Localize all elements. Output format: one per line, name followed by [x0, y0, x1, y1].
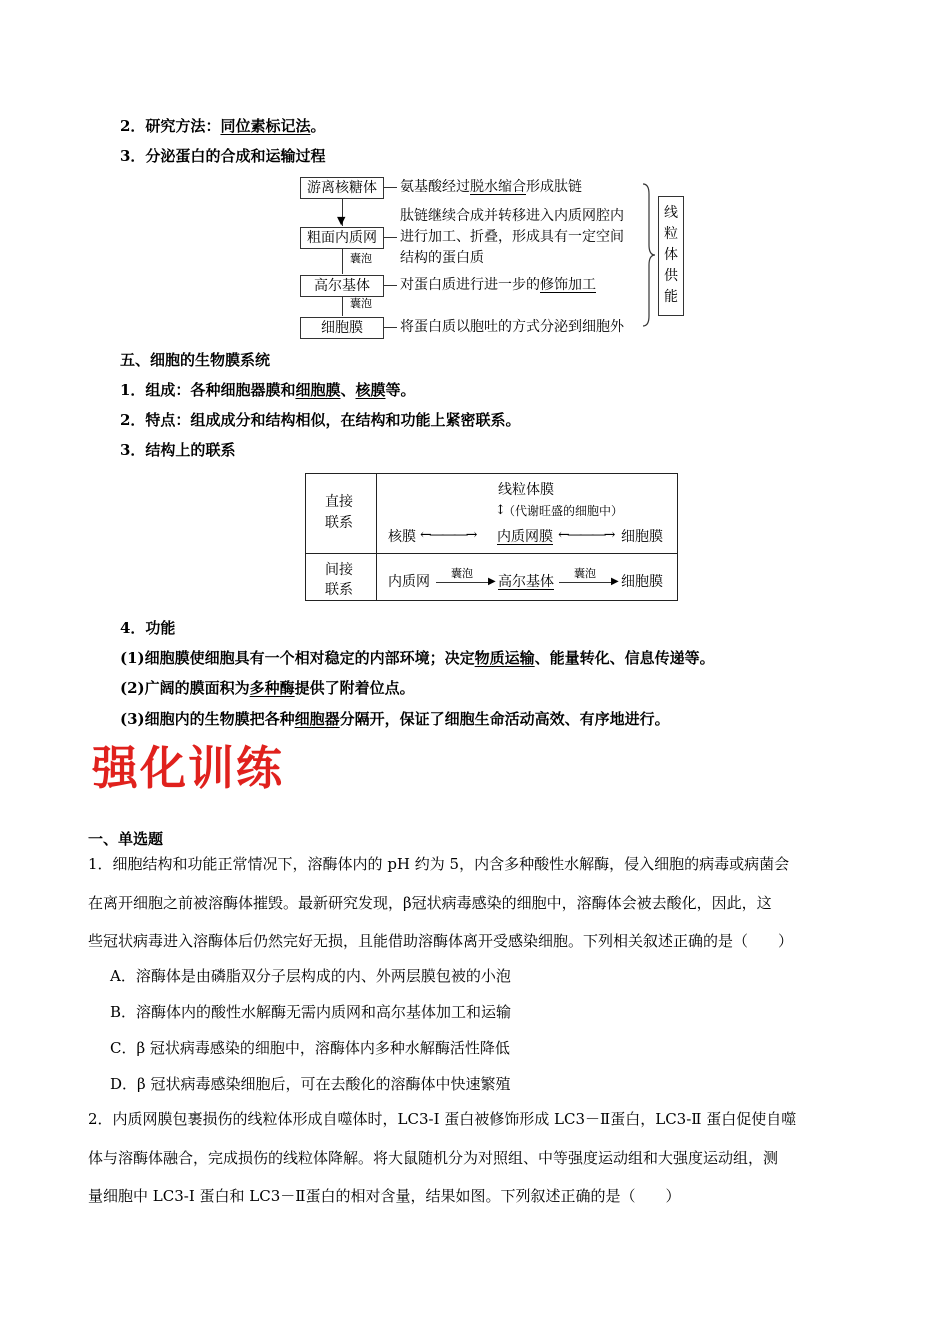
desc-golgi [400, 275, 596, 295]
box-cell-membrane: 细胞膜 [300, 317, 384, 339]
vesicle-arrow-1 [436, 582, 492, 583]
double-arrow-2: ←―――→ [558, 527, 614, 543]
section5-features: 2．特点：组成成分和结构相似，在结构和功能上紧密联系。 [120, 411, 521, 429]
section5-heading: 五、细胞的生物膜系统 [120, 351, 271, 369]
arrowhead-1: ▶ [488, 576, 496, 587]
method-value: 同位素标记法 [220, 117, 311, 135]
section5-structure: 3．结构上的联系 [120, 441, 236, 459]
composition-u1: 细胞膜 [295, 381, 341, 399]
vesicle-label-2: 囊泡 [350, 297, 372, 310]
p3-a: (3)细胞内的生物膜把各种 [120, 710, 295, 728]
single-choice-heading: 一、单选题 [88, 830, 164, 848]
box-rough-er: 粗面内质网 [300, 227, 384, 249]
method-line [120, 115, 325, 137]
double-arrow-vertical: ↕ [495, 503, 506, 518]
connector-2 [342, 249, 343, 274]
desc1-a: 氨基酸经过 [400, 179, 470, 195]
vesicle-arrow-2 [559, 582, 615, 583]
p2-underlined: 多种酶 [249, 679, 295, 697]
tick-4 [383, 327, 397, 328]
er-indirect: 内质网 [388, 574, 430, 590]
q1-option-b[interactable]: B．溶酶体内的酸性水解酶无需内质网和高尔基体加工和运输 [110, 1003, 512, 1021]
brace-icon [641, 182, 657, 328]
q2-line2: 体与溶酶体融合，完成损伤的线粒体降解。将大鼠随机分为对照组、中等强度运动组和大强度运动组，测 [88, 1149, 779, 1167]
desc3-a: 对蛋白质进行进一步的 [400, 277, 540, 293]
composition-b: 、 [340, 381, 356, 399]
connector-3 [342, 297, 343, 316]
direct-label-1: 直接 [325, 494, 353, 510]
p2-a: (2)广阔的膜面积为 [120, 679, 250, 697]
double-arrow-1: ←―――→ [420, 527, 476, 543]
nuclear-membrane: 核膜 [388, 529, 416, 545]
mito-membrane: 线粒体膜 [498, 482, 554, 498]
q1-option-d[interactable]: D．β 冠状病毒感染细胞后，可在去酸化的溶酶体中快速繁殖 [110, 1075, 511, 1093]
composition-a: 1．组成：各种细胞器膜和 [120, 381, 296, 399]
p1-underlined: 物质运输 [474, 649, 535, 667]
method-prefix: 2．研究方法： [120, 117, 221, 135]
desc1-b: 形成肽链 [526, 179, 582, 195]
mito-energy-text: 线粒体供能 [664, 205, 678, 305]
section5-composition [120, 379, 416, 401]
p1-a: (1)细胞膜使细胞具有一个相对稳定的内部环境；决定 [120, 649, 475, 667]
vesicle-label-1: 囊泡 [350, 252, 372, 265]
indirect-label-1: 间接 [325, 562, 353, 578]
vesicle-arrow-1-label: 囊泡 [451, 567, 473, 580]
desc1-underlined: 脱水缩合 [470, 179, 526, 195]
p3-underlined: 细胞器 [294, 710, 340, 728]
q1-option-c[interactable]: C．β 冠状病毒感染的细胞中，溶酶体内多种水解酶活性降低 [110, 1039, 510, 1057]
mito-energy-box [658, 196, 684, 316]
p2-b: 提供了附着位点。 [294, 679, 415, 697]
indirect-label-2: 联系 [325, 582, 353, 598]
p3-b: 分隔开，保证了细胞生命活动高效、有序地进行。 [339, 710, 670, 728]
arrow-1: ▼ [337, 214, 346, 227]
table-col-divider [376, 474, 377, 600]
table-row-divider [306, 553, 677, 554]
membrane-relation-table [305, 473, 678, 601]
direct-label-2: 联系 [325, 515, 353, 531]
desc3-underlined: 修饰加工 [540, 277, 596, 293]
desc-ribosome [400, 177, 582, 197]
arrowhead-2: ▶ [611, 576, 619, 587]
q1-option-a[interactable]: A．溶酶体是由磷脂双分子层构成的内、外两层膜包被的小泡 [110, 967, 511, 985]
note-active-cells: （代谢旺盛的细胞中） [503, 504, 624, 518]
golgi-indirect: 高尔基体 [498, 574, 554, 590]
composition-u2: 核膜 [355, 381, 386, 399]
q1-line2: 在离开细胞之前被溶酶体摧毁。最新研究发现，β冠状病毒感染的细胞中，溶酶体会被去酸化，因此，这 [88, 894, 772, 912]
training-banner: 强化训练 [92, 741, 284, 795]
p1-b: 、能量转化、信息传递等。 [534, 649, 715, 667]
function-p1 [120, 647, 715, 669]
cell-membrane-indirect: 细胞膜 [621, 574, 663, 590]
er-membrane: 内质网膜 [497, 529, 553, 545]
cell-membrane-direct: 细胞膜 [621, 529, 663, 545]
composition-c: 等。 [385, 381, 416, 399]
function-p3 [120, 708, 670, 730]
tick-2 [383, 237, 397, 238]
tick-1 [383, 187, 397, 188]
desc-er-line1: 肽链继续合成并转移进入内质网腔内 [400, 208, 624, 224]
process-heading: 3．分泌蛋白的合成和运输过程 [120, 147, 326, 165]
desc-er-line2: 进行加工、折叠，形成具有一定空间 [400, 229, 624, 245]
function-heading: 4．功能 [120, 619, 176, 637]
q2-line3: 量细胞中 LC3-I 蛋白和 LC3－Ⅱ蛋白的相对含量，结果如图。下列叙述正确的是（ ） [88, 1187, 681, 1205]
tick-3 [383, 285, 397, 286]
q1-line1: 1．细胞结构和功能正常情况下，溶酶体内的 pH 约为 5，内含多种酸性水解酶，侵入细胞的病毒或病菌会 [88, 855, 790, 873]
function-p2 [120, 677, 415, 699]
box-golgi: 高尔基体 [300, 275, 384, 297]
desc-membrane: 将蛋白质以胞吐的方式分泌到细胞外 [400, 319, 624, 335]
desc-er-line3: 结构的蛋白质 [400, 250, 484, 266]
vesicle-arrow-2-label: 囊泡 [574, 567, 596, 580]
q2-line1: 2．内质网膜包裹损伤的线粒体形成自噬体时，LC3-I 蛋白被修饰形成 LC3－Ⅱ蛋白，LC3-Ⅱ 蛋白促使自噬 [88, 1110, 797, 1128]
box-free-ribosome: 游离核糖体 [300, 177, 384, 199]
method-suffix: 。 [310, 117, 326, 135]
q1-line3: 些冠状病毒进入溶酶体后仍然完好无损，且能借助溶酶体离开受感染细胞。下列相关叙述正确的是（ ） [88, 932, 794, 950]
